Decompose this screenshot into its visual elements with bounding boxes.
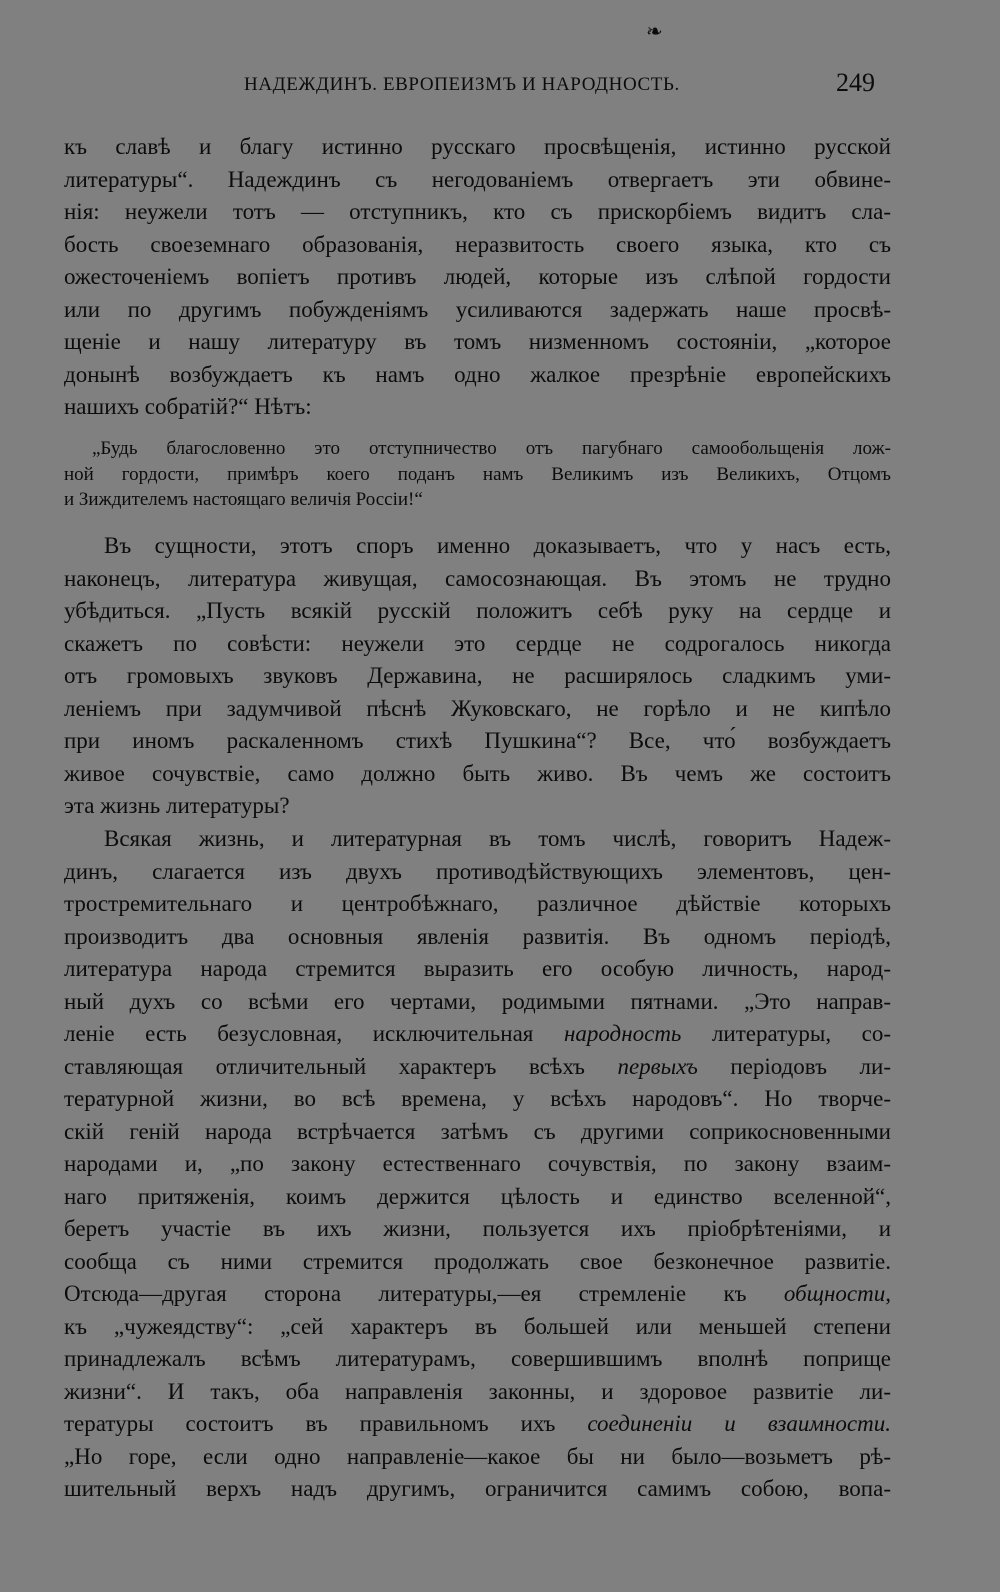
text-line [64,1051,891,1084]
text-line: наконецъ, литература живущая, самосознающая. Въ этомъ не трудно [64,565,891,591]
emphasis-term: народность [563,1021,682,1046]
quote-line: и Зиждителемъ настоящаго величія Россіи!“ [64,489,423,510]
text-line: скій геній народа встрѣчается затѣмъ съ другими соприкосновенными [64,1118,891,1144]
paragraph-2 [64,530,891,823]
text-line: беретъ участіе въ ихъ жизни, пользуется ихъ пріобрѣтеніями, и [64,1216,891,1241]
text-line: динъ, слагается изъ двухъ противодѣйствующихъ элементовъ, цен- [64,858,891,884]
text-line [64,1278,891,1311]
text-line: „Но горе, если одно направленіе—какое бы ни было—возьметъ рѣ- [64,1443,891,1469]
emphasis-term: соединеніи и взаимности. [587,1411,891,1436]
text-line: нія: неужели тотъ — отступникъ, кто съ прискорбіемъ видитъ сла- [64,199,891,224]
emphasis-term: первыхъ [617,1053,698,1079]
text-line: наго притяженія, коимъ держится цѣлость и единство вселенной“, [64,1183,891,1209]
text-line: или по другимъ побужденіямъ усиливаются задержать наше просвѣ- [64,296,891,322]
page-number: 249 [836,68,875,97]
text-line: нашихъ собратій?“ Нѣтъ: [64,394,312,419]
text-line [64,1018,891,1051]
text-line: леніемъ при задумчивой пѣснѣ Жуковскаго, не горѣло и не кипѣло [64,695,891,721]
text-run: ставляющая отличительный характеръ всѣхъ [64,1053,618,1079]
text-line: жизни“. И такъ, оба направленія законны, и здоровое развитіе ли- [64,1378,891,1404]
text-run: періодовъ ли- [697,1053,891,1079]
paragraph-3 [64,823,891,1506]
text-line: къ „чужеядству“: „сей характеръ въ большей или меньшей степени [64,1313,891,1339]
text-run: тературы состоитъ въ правильномъ ихъ [64,1411,588,1436]
text-line: литература народа стремится выразить его особую личность, народ- [64,956,891,981]
text-line: Всякая жизнь, и литературная въ томъ числѣ, говоритъ Надеж- [104,826,891,851]
text-line: сообща съ ними стремится продолжать свое безконечное развитіе. [64,1248,891,1274]
text-line: производитъ два основныя явленія развитія. Въ одномъ періодѣ, [64,923,891,949]
text-line: живое сочувствіе, само должно быть живо. Въ чемъ же состоитъ [64,760,891,786]
text-line: ожесточеніемъ вопіетъ противъ людей, которые изъ слѣпой гордости [64,264,891,289]
text-line: донынѣ возбуждаетъ къ намъ одно жалкое презрѣніе европейскихъ [64,361,891,387]
text-line: тературной жизни, во всѣ времена, у всѣхъ народовъ“. Но творче- [64,1086,891,1111]
paragraph-1 [64,131,891,424]
text-line: отъ громовыхъ звуковъ Державина, не расширялось сладкимъ уми- [64,663,891,688]
quote-line: ной гордости, примѣръ коего поданъ намъ Великимъ изъ Великихъ, Отцомъ [64,463,891,485]
text-line: убѣдиться. „Пусть всякій русскій положитъ себѣ руку на сердце и [64,598,891,623]
text-line: ный духъ со всѣми его чертами, родимыми пятнами. „Это направ- [64,988,891,1014]
text-line: литературы“. Надеждинъ съ негодованіемъ отвергаетъ эти обвине- [64,166,891,192]
text-line: шительный верхъ надъ другимъ, ограничится самимъ собою, вопа- [64,1476,891,1501]
quote-line: „Будь благословенно это отступничество отъ пагубнаго самообольщенія лож- [92,438,891,459]
block-quote [64,436,891,513]
text-line: принадлежалъ всѣмъ литературамъ, совершившимъ вполнѣ поприще [64,1346,891,1371]
text-run: литературы, со- [681,1021,891,1046]
text-line: къ славѣ и благу истинно русскаго просвѣщенія, истинно русской [64,134,891,159]
text-line: скажетъ по совѣсти: неужели это сердце не содрогалось никогда [64,630,891,656]
text-run: Отсюда—другая сторона литературы,—ея стремленіе къ [64,1281,784,1306]
text-line: при иномъ раскаленномъ стихѣ Пушкина“? Все, что́ возбуждаетъ [64,728,891,753]
text-line: бость своеземнаго образованія, неразвитость своего языка, кто съ [64,231,891,257]
text-line: тростремительнаго и центробѣжнаго, различное дѣйствіе которыхъ [64,891,891,916]
ornament-icon: ❧ [646,21,663,43]
emphasis-term: общности, [783,1281,891,1306]
text-line: Въ сущности, этотъ споръ именно доказываетъ, что у насъ есть, [104,533,891,558]
text-line [64,1408,891,1441]
text-run: леніе есть безусловная, исключительная [64,1021,564,1046]
text-line: эта жизнь литературы? [64,793,290,818]
text-line: щеніе и нашу литературу въ томъ низменномъ состояніи, „которое [64,329,891,354]
running-head: НАДЕЖДИНЪ. ЕВРОПЕИЗМЪ И НАРОДНОСТЬ. [244,74,680,95]
text-line: народами и, „по закону естественнаго сочувствія, по закону взаим- [64,1151,891,1176]
